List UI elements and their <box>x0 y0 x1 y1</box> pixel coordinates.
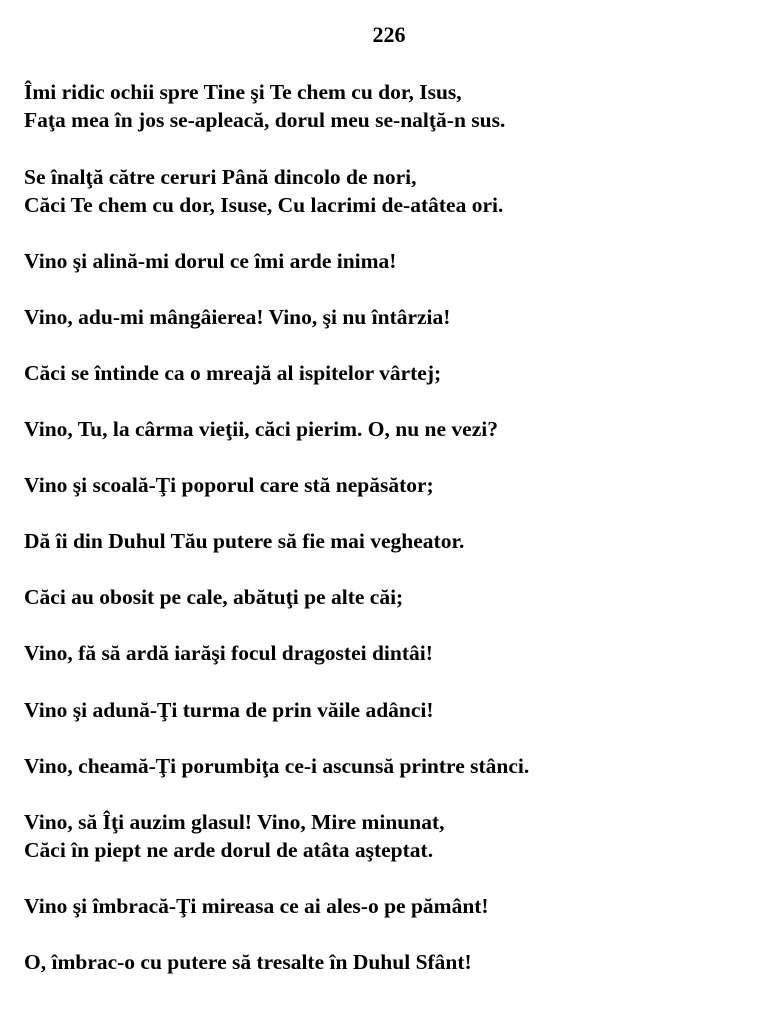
stanza-7 <box>24 471 434 499</box>
stanza-1 <box>24 78 505 134</box>
stanza-6 <box>24 415 498 443</box>
stanza-15 <box>24 948 472 976</box>
stanza-13 <box>24 808 445 864</box>
stanza-12 <box>24 752 529 780</box>
verse-line: Căci Te chem cu dor, Isuse, Cu lacrimi de-atâtea ori. <box>24 193 504 217</box>
page-number: 226 <box>372 22 406 47</box>
stanza-14 <box>24 892 489 920</box>
verse-line: Căci au obosit pe cale, abătuţi pe alte căi; <box>24 585 404 609</box>
verse-line: Vino şi alină-mi dorul ce îmi arde inima! <box>24 249 397 273</box>
stanza-10 <box>24 639 433 667</box>
verse-line: O, îmbrac-o cu putere să tresalte în Duhul Sfânt! <box>24 950 472 974</box>
stanza-8 <box>24 527 464 555</box>
verse-line: Căci în piept ne arde dorul de atâta aşteptat. <box>24 838 434 862</box>
verse-line: Se înalţă către ceruri Până dincolo de nori, <box>24 165 417 189</box>
verse-line: Vino, adu-mi mângâierea! Vino, şi nu întârzia! <box>24 305 451 329</box>
stanza-9 <box>24 583 403 611</box>
verse-line: Vino şi scoală-Ţi poporul care stă nepăsător; <box>24 473 434 497</box>
stanza-4 <box>24 303 450 331</box>
stanza-5 <box>24 359 441 387</box>
verse-line: Dă îi din Duhul Tău putere să fie mai vegheator. <box>24 529 465 553</box>
verse-line: Vino, Tu, la cârma vieţii, căci pierim. O, nu ne vezi? <box>24 417 498 441</box>
verse-line: Vino, cheamă-Ţi porumbiţa ce-i ascunsă printre stânci. <box>24 754 530 778</box>
verse-line: Faţa mea în jos se-apleacă, dorul meu se-nalţă-n sus. <box>24 108 506 132</box>
stanza-2 <box>24 163 503 219</box>
stanza-11 <box>24 696 434 724</box>
verse-line: Căci se întinde ca o mreajă al ispitelor vârtej; <box>24 361 442 385</box>
verse-line: Îmi ridic ochii spre Tine şi Te chem cu dor, Isus, <box>24 80 462 104</box>
verse-line: Vino, să Îţi auzim glasul! Vino, Mire minunat, <box>24 810 445 834</box>
verse-line: Vino, fă să ardă iarăşi focul dragostei dintâi! <box>24 641 433 665</box>
verse-line: Vino şi îmbracă-Ţi mireasa ce ai ales-o pe pământ! <box>24 894 489 918</box>
stanza-3 <box>24 247 396 275</box>
verse-line: Vino şi adună-Ţi turma de prin văile adânci! <box>24 698 434 722</box>
